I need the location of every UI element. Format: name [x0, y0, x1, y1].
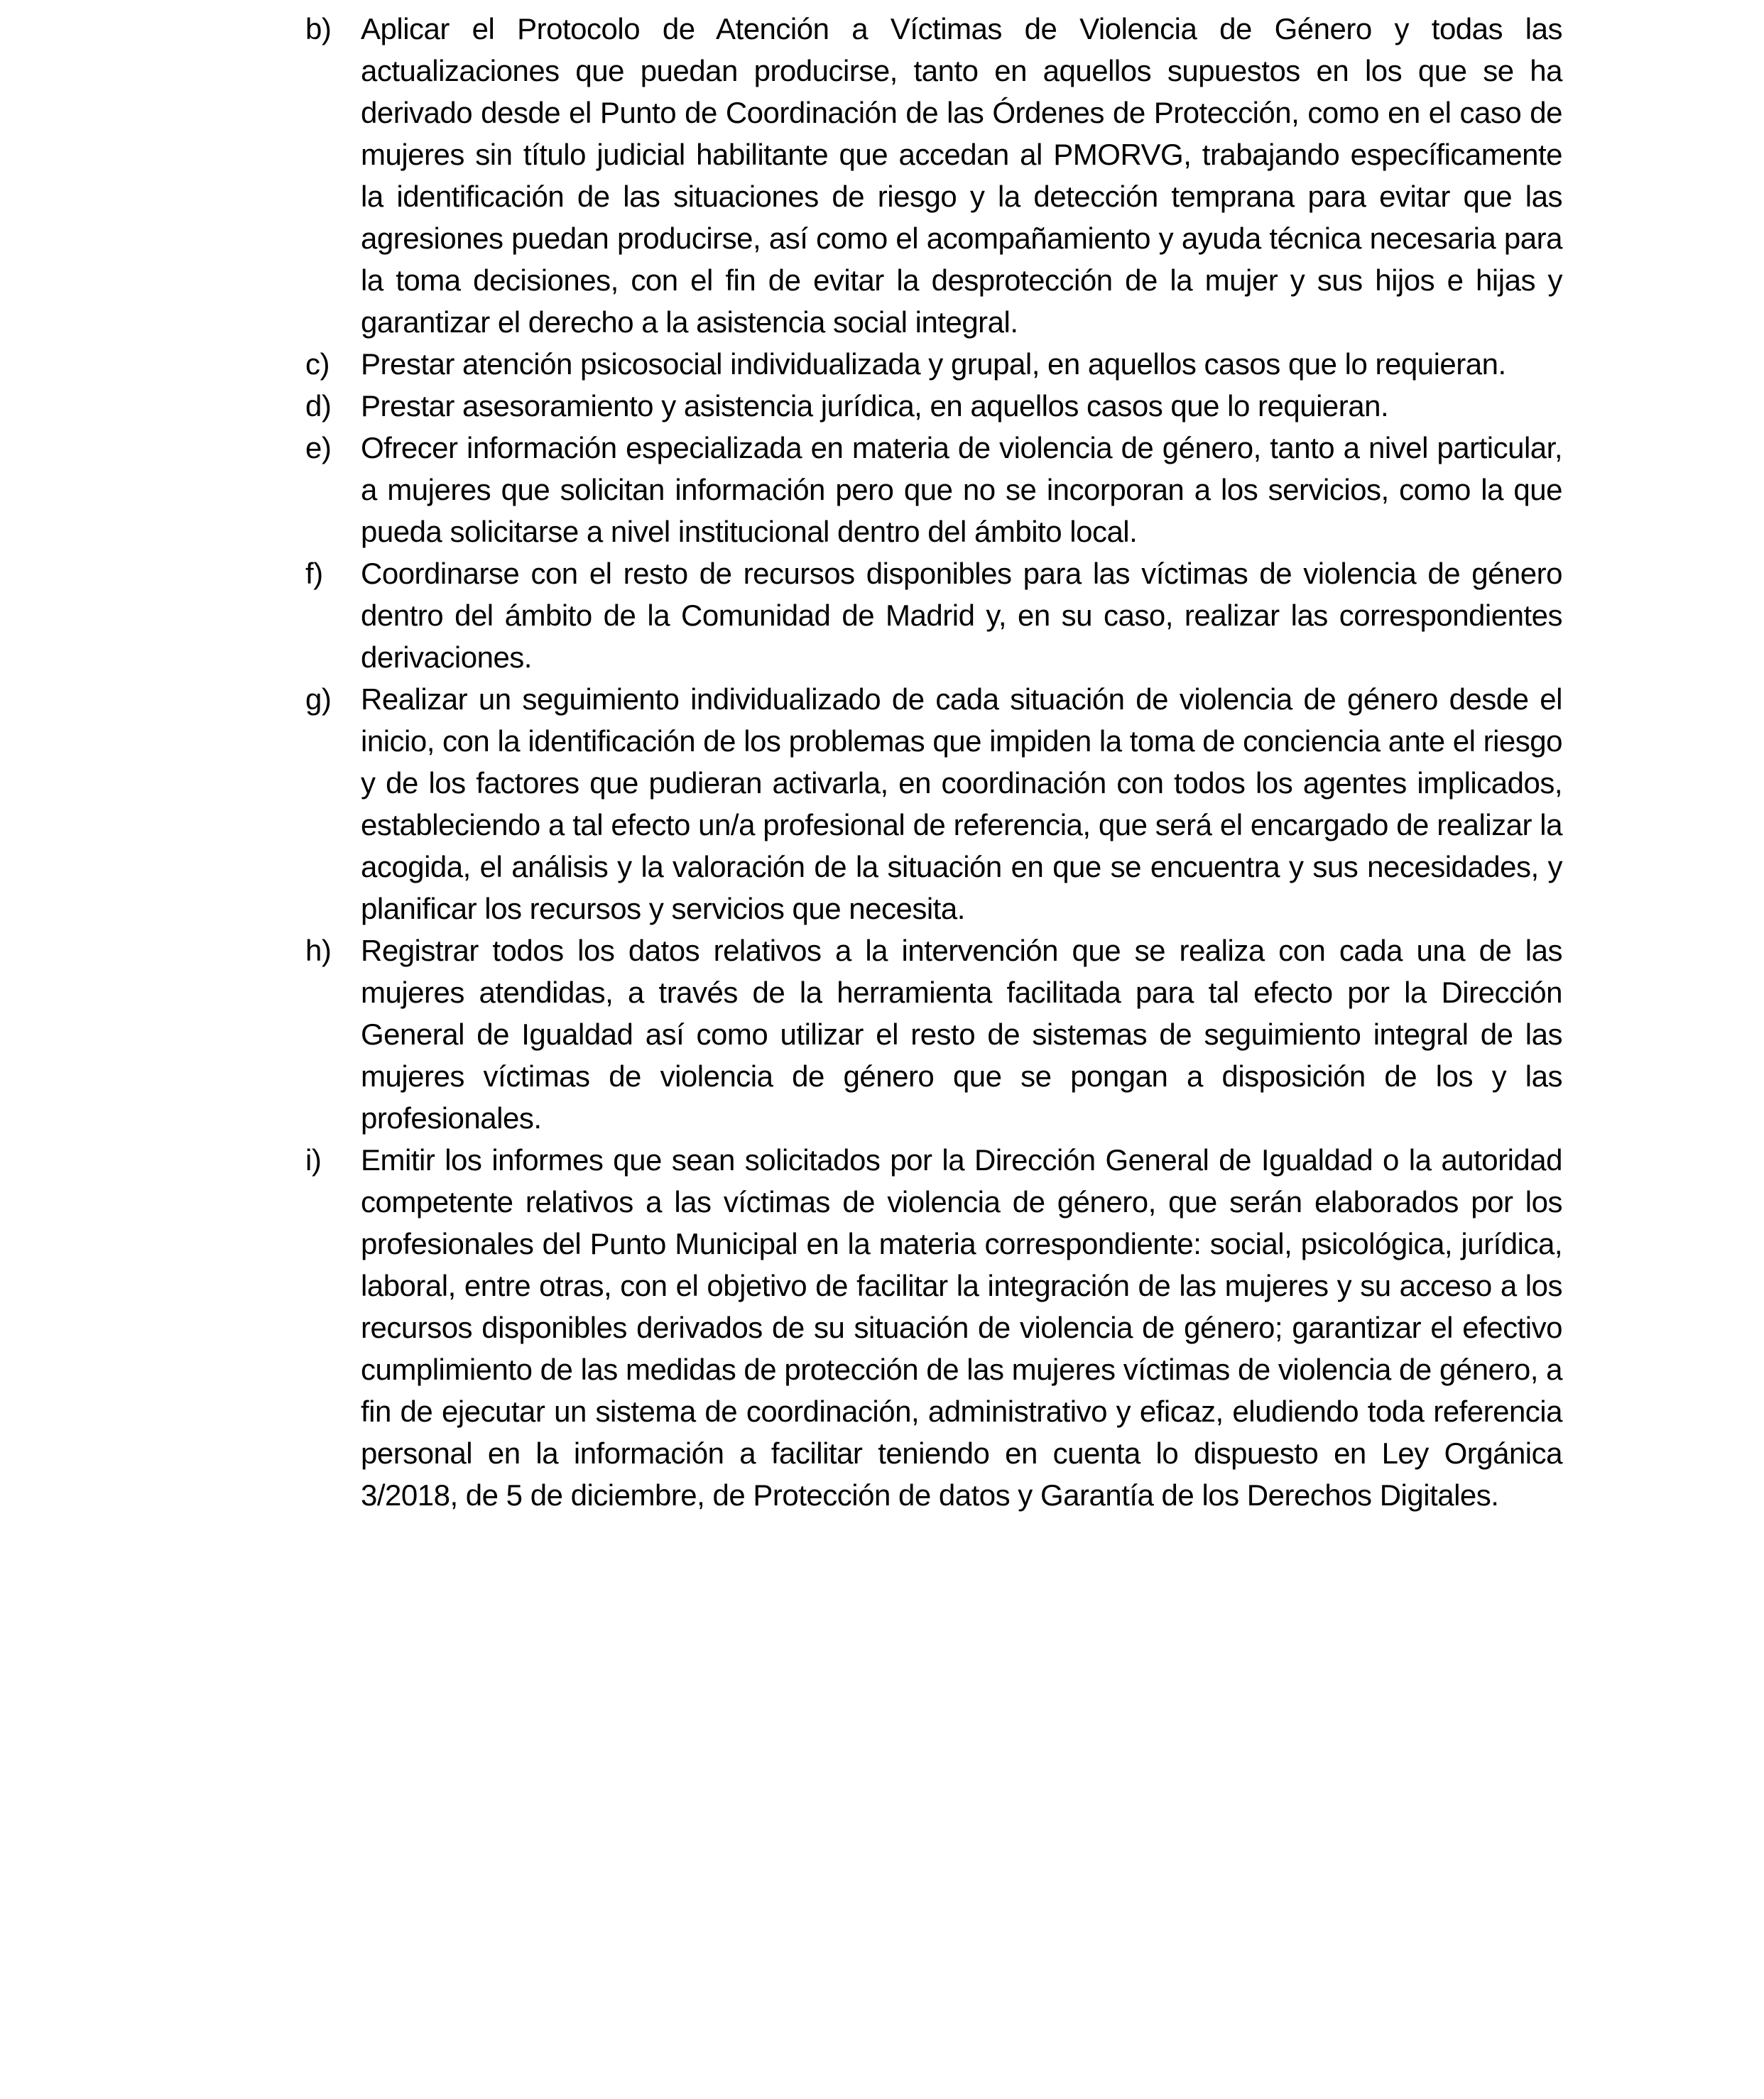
list-item-e: [305, 427, 1562, 552]
list-item-marker: f): [305, 557, 323, 590]
list-item-text: Coordinarse con el resto de recursos disponibles para las víctimas de violencia de género dentro del ámbito de la Comunidad de Madrid y, en su caso, realizar las correspondientes derivaciones.: [361, 557, 1562, 674]
list-item-text: Aplicar el Protocolo de Atención a Víctimas de Violencia de Género y todas las actualizaciones que puedan producirse, tanto en aquellos supuestos en los que se ha derivado desde el Punto de Coordinación de las Órdenes de Protección, como en el caso de mujeres sin título judicial habilitante que accedan al PMORVG, trabajando específicamente la identificación de las situaciones de riesgo y la detección temprana para evitar que las agresiones puedan producirse, así como el acompañamiento y ayuda técnica necesaria para la toma decisiones, con el fin de evitar la desprotección de la mujer y sus hijos e hijas y garantizar el derecho a la asistencia social integral.: [361, 12, 1562, 339]
list-item-f: [305, 552, 1562, 678]
list-item-h: [305, 929, 1562, 1139]
list-item-d: [305, 385, 1562, 427]
list-item-b: [305, 8, 1562, 343]
list-item-marker: c): [305, 347, 330, 381]
list-item-marker: d): [305, 389, 332, 422]
clause-list: [305, 8, 1562, 1516]
list-item-text: Prestar atención psicosocial individualizada y grupal, en aquellos casos que lo requieran.: [361, 347, 1506, 381]
list-item-text: Emitir los informes que sean solicitados por la Dirección General de Igualdad o la autoridad competente relativos a las víctimas de violencia de género, que serán elaborados por los profesionales del Punto Municipal en la materia correspondiente: social, psicológica, jurídica, laboral, entre otras, con el objetivo de facilitar la integración de las mujeres y su acceso a los recursos disponibles derivados de su situación de violencia de género; garantizar el efectivo cumplimiento de las medidas de protección de las mujeres víctimas de violencia de género, a fin de ejecutar un sistema de coordinación, administrativo y eficaz, eludiendo toda referencia personal en la información a facilitar teniendo en cuenta lo dispuesto en Ley Orgánica 3/2018, de 5 de diciembre, de Protección de datos y Garantía de los Derechos Digitales.: [361, 1143, 1562, 1512]
list-item-c: [305, 343, 1562, 385]
list-item-marker: g): [305, 682, 332, 716]
list-item-text: Realizar un seguimiento individualizado de cada situación de violencia de género desde el inicio, con la identificación de los problemas que impiden la toma de conciencia ante el riesgo y de los factores que pudieran activarla, en coordinación con todos los agentes implicados, estableciendo a tal efecto un/a profesional de referencia, que será el encargado de realizar la acogida, el análisis y la valoración de la situación en que se encuentra y sus necesidades, y planificar los recursos y servicios que necesita.: [361, 682, 1562, 925]
list-item-text: Registrar todos los datos relativos a la intervención que se realiza con cada una de las mujeres atendidas, a través de la herramienta facilitada para tal efecto por la Dirección General de Igualdad así como utilizar el resto de sistemas de seguimiento integral de las mujeres víctimas de violencia de género que se pongan a disposición de los y las profesionales.: [361, 934, 1562, 1135]
list-item-marker: h): [305, 934, 332, 967]
list-item-marker: b): [305, 12, 332, 45]
list-item-text: Prestar asesoramiento y asistencia jurídica, en aquellos casos que lo requieran.: [361, 389, 1389, 422]
list-item-g: [305, 678, 1562, 929]
list-item-text: Ofrecer información especializada en materia de violencia de género, tanto a nivel particular, a mujeres que solicitan información pero que no se incorporan a los servicios, como la que pueda solicitarse a nivel institucional dentro del ámbito local.: [361, 431, 1562, 548]
list-item-marker: e): [305, 431, 332, 464]
list-item-i: [305, 1139, 1562, 1516]
list-item-marker: i): [305, 1143, 322, 1177]
